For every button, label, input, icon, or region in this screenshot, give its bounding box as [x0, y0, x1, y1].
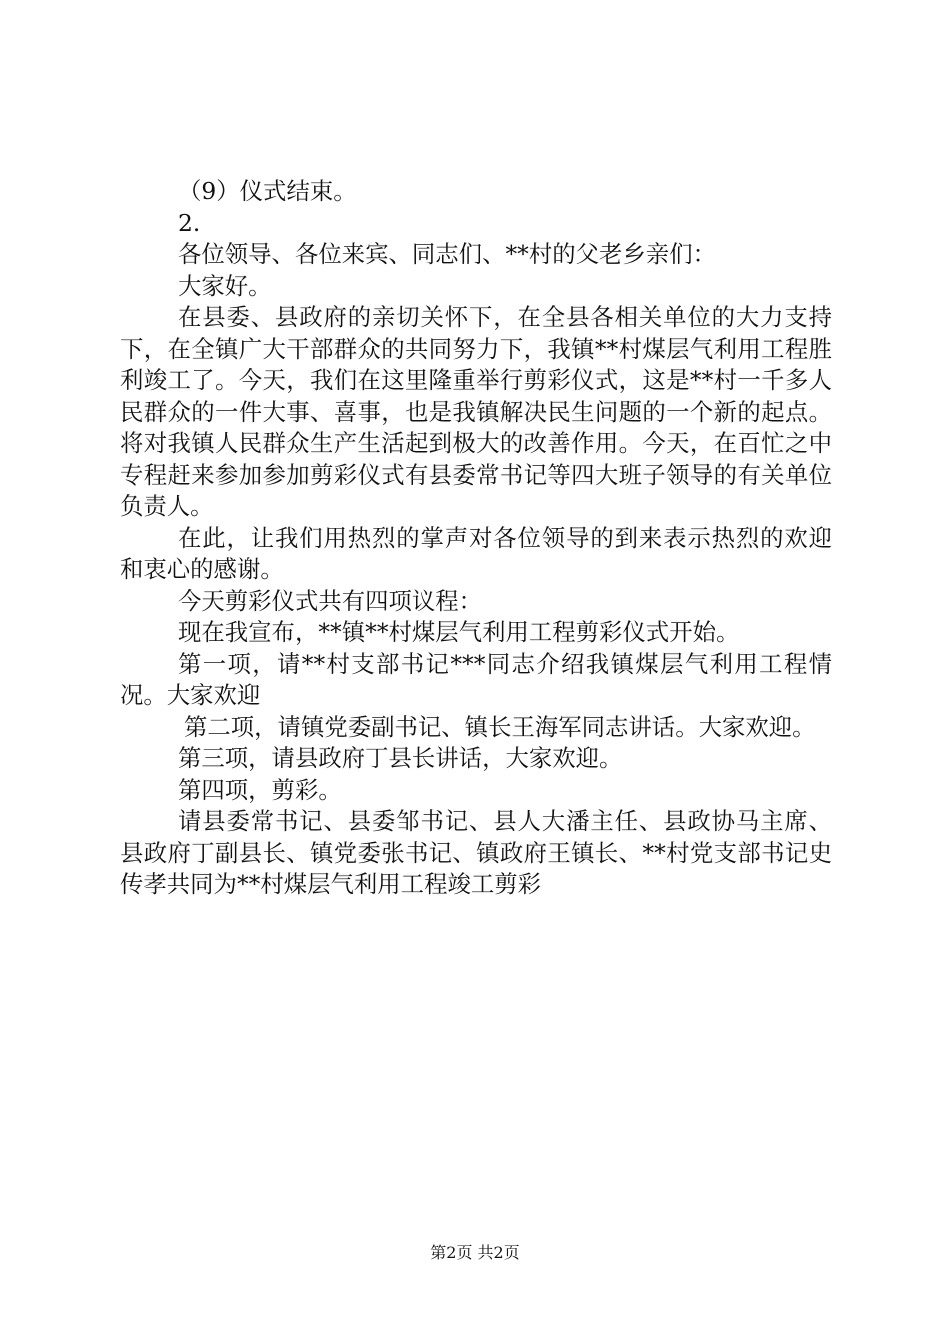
paragraph-salutation: 各位领导、各位来宾、同志们、**村的父老乡亲们： [178, 240, 716, 268]
paragraph-welcome-thanks: 在此，让我们用热烈的掌声对各位领导的到来表示热烈的欢迎和衷心的感谢。 [120, 523, 832, 583]
paragraph-agenda-item-1: 第一项，请**村支部书记***同志介绍我镇煤层气利用工程情况。大家欢迎 [120, 649, 832, 709]
paragraph-agenda-item-4: 第四项，剪彩。 [178, 775, 342, 804]
paragraph-agenda-intro: 今天剪彩仪式共有四项议程： [178, 586, 483, 615]
paragraph-section-number: 2. [178, 208, 201, 237]
page-number-footer: 第2页 共2页 [430, 1243, 520, 1262]
document-body [120, 176, 832, 901]
paragraph-ribbon-cutting-guests: 请县委常书记、县委邹书记、县人大潘主任、县政协马主席、县政府丁副县长、镇党委张书记、镇政府王镇长、**村党支部书记史传孝共同为**村煤层气利用工程竣工剪彩 [120, 807, 832, 898]
paragraph-ceremony-start: 现在我宣布，**镇**村煤层气利用工程剪彩仪式开始。 [178, 618, 740, 646]
paragraph-greeting: 大家好。 [178, 271, 272, 300]
paragraph-agenda-item-3: 第三项，请县政府丁县长讲话，大家欢迎。 [178, 744, 623, 772]
paragraph-opening-speech: 在县委、县政府的亲切关怀下，在全县各相关单位的大力支持下，在全镇广大干部群众的共同努力下，我镇**村煤层气利用工程胜利竣工了。今天，我们在这里隆重举行剪彩仪式，这是**村一千多人民群众的一件大事、喜事，也是我镇解决民生问题的一个新的起点。将对我镇人民群众生产生活起到极大的改善作用。今天，在百忙之中专程赶来参加参加剪彩仪式有县委常书记等四大班子领导的有关单位负责人。 [120, 303, 832, 520]
paragraph-agenda-item-2: 第二项，请镇党委副书记、镇长王海军同志讲话。大家欢迎。 [184, 712, 816, 741]
paragraph-ceremony-end: （9）仪式结束。 [178, 177, 357, 205]
